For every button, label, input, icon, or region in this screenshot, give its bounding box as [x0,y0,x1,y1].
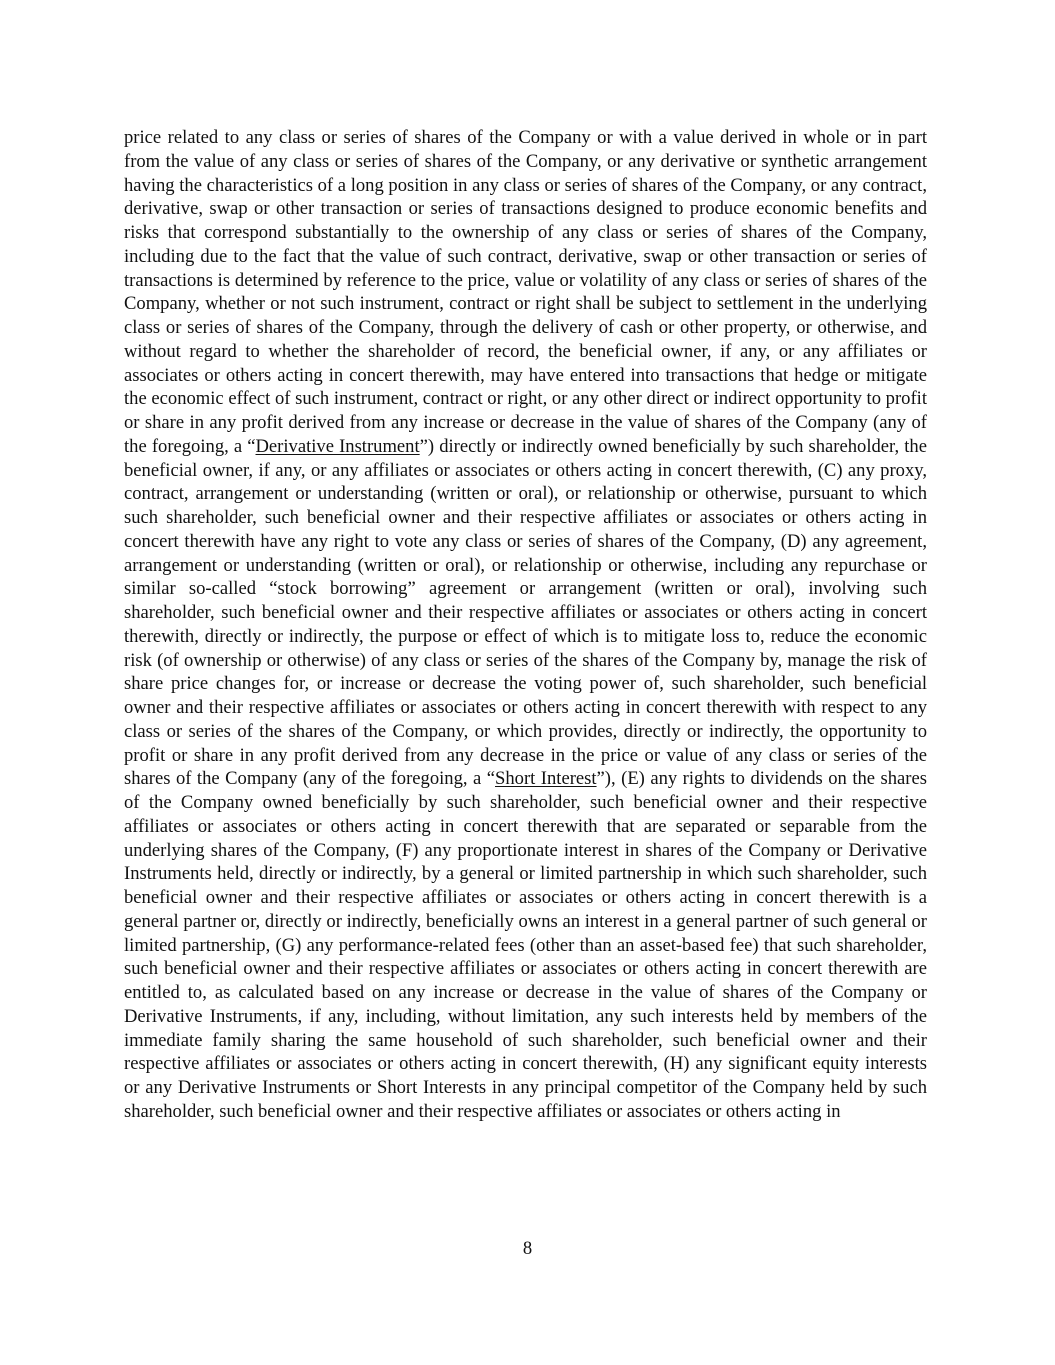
defined-term-short-interest: Short Interest [495,768,597,790]
defined-term-derivative-instrument: Derivative Instrument [255,435,420,457]
page-number: 8 [522,1238,533,1259]
paragraph-text-part-1: price related to any class or series of shares of the Company or with a value derived in whole or in part from the value of any class or series of shares of the Company, or any derivative or synthetic arrangement having the characteristics of a long position in any class or series of shares of the Company, or any contract, derivative, swap or other transaction or series of transactions designed to produce economic benefits and risks that correspond substantially to the ownership of any class or series of shares of the Company, including due to the fact that the value of such contract, derivative, swap or other transaction or series of transactions is determined by reference to the price, value or volatility of any class or series of shares of the Company, whether or not such instrument, contract or right shall be subject to settlement in the underlying class or series of shares of the Company, through the delivery of cash or other property, or otherwise, and without regard to whether the shareholder of record, the beneficial owner, if any, or any affiliates or associates or others acting in concert therewith, may have entered into transactions that hedge or mitigate the economic effect of such instrument, contract or right, or any other direct or indirect opportunity to profit or share in any profit derived from any increase or decrease in the value of shares of the Company (any of the foregoing, a “ [124,127,927,457]
paragraph-text-part-2: ”) directly or indirectly owned beneficially by such shareholder, the beneficial owner, if any, or any affiliates or associates or others acting in concert therewith, (C) any proxy, contract, arrangement or understanding (written or oral), or relationship or otherwise, pursuant to which such shareholder, such beneficial owner and their respective affiliates or associates or others acting in concert therewith have any right to vote any class or series of shares of the Company, (D) any agreement, arrangement or understanding (written or oral), or relationship or otherwise, including any repurchase or similar so-called “stock borrowing” agreement or arrangement (written or oral), involving such shareholder, such beneficial owner and their respective affiliates or associates or others acting in concert therewith, directly or indirectly, the purpose or effect of which is to mitigate loss to, reduce the economic risk (of ownership or otherwise) of any class or series of the shares of the Company by, manage the risk of share price changes for, or increase or decrease the voting power of, such shareholder, such beneficial owner and their respective affiliates or associates or others acting in concert therewith with respect to any class or series of the shares of the Company, or which provides, directly or indirectly, the opportunity to profit or share in any profit derived from any decrease in the price or value of any class or series of the shares of the Company (any of the foregoing, a “ [124,435,927,790]
body-paragraph [124,126,927,1124]
paragraph-text-part-3: ”), (E) any rights to dividends on the shares of the Company owned beneficially by such shareholder, such beneficial owner and their respective affiliates or associates or others acting in concert therewith that are separated or separable from the underlying shares of the Company, (F) any proportionate interest in shares of the Company or Derivative Instruments held, directly or indirectly, by a general or limited partnership in which such shareholder, such beneficial owner and their respective affiliates or associates or others acting in concert therewith is a general partner or, directly or indirectly, beneficially owns an interest in a general partner of such general or limited partnership, (G) any performance-related fees (other than an asset-based fee) that such shareholder, such beneficial owner and their respective affiliates or associates or others acting in concert therewith are entitled to, as calculated based on any increase or decrease in the value of shares of the Company or Derivative Instruments, if any, including, without limitation, any such interests held by members of the immediate family sharing the same household of such shareholder, such beneficial owner and their respective affiliates or associates or others acting in concert therewith, (H) any significant equity interests or any Derivative Instruments or Short Interests in any principal competitor of the Company held by such shareholder, such beneficial owner and their respective affiliates or associates or others acting in [124,768,927,1122]
